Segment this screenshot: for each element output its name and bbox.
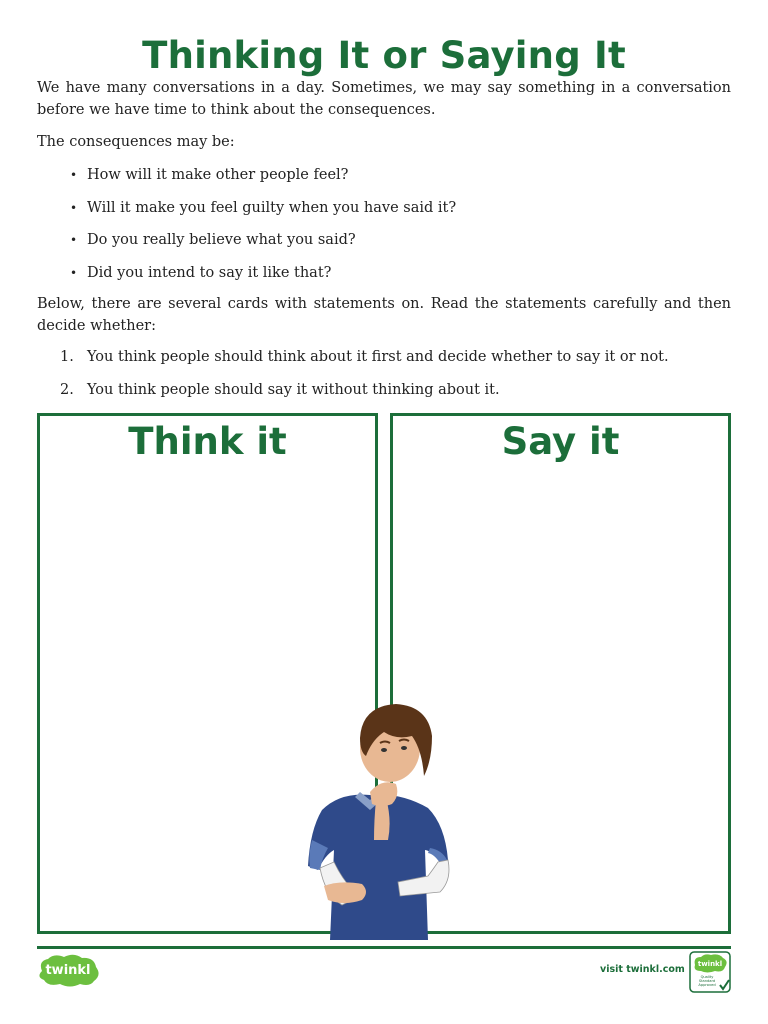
list-text: You think people should say it without thinking about it. (87, 381, 500, 398)
list-item: • How will it make other people feel? (66, 164, 456, 197)
logo-text: twinkl (45, 963, 91, 978)
page-title: Thinking It or Saying It (142, 34, 626, 77)
list-item: • Will it make you feel guilty when you have said it? (66, 197, 456, 230)
list-item: • Did you intend to say it like that? (66, 262, 456, 295)
visit-link[interactable]: visit twinkl.com (600, 964, 685, 975)
list-number: 1. (60, 349, 74, 365)
think-it-heading: Think it (128, 420, 287, 463)
say-it-heading: Say it (501, 420, 620, 463)
thinking-boy-illustration (300, 700, 455, 940)
twinkl-logo-icon[interactable] (36, 953, 100, 987)
consequences-list (66, 164, 456, 294)
badge-label: Quality Standard Approved (698, 975, 716, 988)
badge-logo-text: twinkl (697, 960, 723, 968)
footer-divider (37, 946, 731, 949)
options-list (60, 346, 669, 411)
quality-badge-icon (689, 951, 731, 993)
list-item (60, 379, 669, 412)
list-text: You think people should think about it first and decide whether to say it or not. (87, 349, 669, 365)
list-item: • Do you really believe what you said? (66, 229, 456, 262)
list-number: 2. (60, 381, 74, 398)
consequences-intro: The consequences may be: (37, 134, 235, 150)
intro-paragraph: We have many conversations in a day. Sometimes, we may say something in a conversation before we have time to think about the consequences. (37, 80, 731, 118)
instructions-paragraph: Below, there are several cards with statements on. Read the statements carefully and then decide whether: (37, 296, 731, 334)
list-item (60, 346, 669, 379)
